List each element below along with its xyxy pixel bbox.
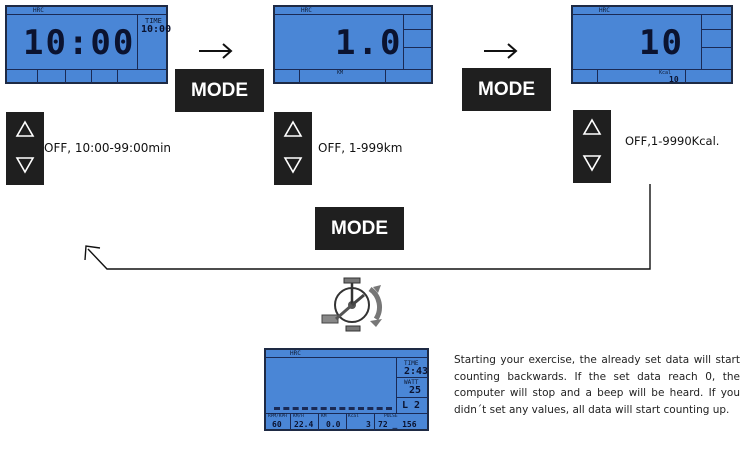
lcd-display-calories [571,5,733,84]
lcd-divider [299,69,300,84]
triangle-down-icon[interactable] [283,156,303,174]
lcd-divider [701,47,733,48]
bottom-value: 72 _ 156 [378,420,417,429]
description-text: Starting your exercise, the already set data will start counting backwards. If the set data reach 0, the computer will stop and a beep will be heard. If you didn´t set any values, all data will start counting up. [454,354,740,416]
lcd-side-label: TIME [145,17,162,25]
return-arrow-icon [80,182,660,274]
lcd-divider [65,69,66,84]
lcd-divider [403,29,433,30]
bottom-label: PULSE [384,414,398,419]
lcd-divider [275,14,431,15]
mode-button[interactable]: MODE [175,69,264,112]
up-down-pad[interactable] [573,110,611,183]
lcd-header: HRC [301,7,312,14]
lcd-display-example [264,348,429,431]
bottom-value: 3 [366,420,371,429]
bottom-value: 0.0 [326,420,341,429]
lcd-header: HRC [599,7,610,14]
triangle-up-icon[interactable] [283,120,303,138]
lcd-divider [37,69,38,84]
lcd-divider [137,14,138,69]
lcd-divider [701,29,733,30]
lcd-divider [346,413,347,431]
bottom-label: KM [321,414,327,419]
lcd-divider [91,69,92,84]
lcd-sub-label: Kcal [659,70,672,76]
mode-button[interactable]: MODE [315,207,404,250]
lcd-divider [403,14,404,69]
bottom-label: Kcal [348,414,359,419]
lcd-side-value: 10:00 [141,24,172,35]
up-down-pad[interactable] [274,112,312,185]
lcd-divider [685,69,686,84]
lcd-main-value: 10:00 [23,23,136,63]
triangle-down-icon[interactable] [15,156,35,174]
lcd-divider [318,413,319,431]
watt-label: WATT [404,379,419,386]
lcd-display-time [5,5,172,84]
time-label: TIME [404,360,419,367]
range-text-distance: OFF, 1-999km [318,141,403,155]
lcd-sub-value: 10 [669,75,679,84]
level-value: L 2 [402,400,421,411]
lcd-main-value: 1.0 [335,23,403,63]
lcd-header: HRC [290,350,301,357]
triangle-down-icon[interactable] [582,154,602,172]
bottom-value: 22.4 [294,420,314,429]
lcd-divider [396,397,429,398]
lcd-main-value: 10 [639,23,684,63]
pedal-crank-icon [318,275,398,335]
bottom-label: KM/H [293,414,304,419]
mode-button[interactable]: MODE [462,68,551,111]
lcd-divider [396,357,397,413]
lcd-divider [117,69,118,84]
lcd-divider [597,69,598,84]
lcd-divider [573,14,731,15]
lcd-header: HRC [33,7,44,14]
range-text-calories: OFF,1-9990Kcal. [625,134,720,148]
bottom-value: 60 [272,420,282,429]
lcd-divider [396,377,429,378]
lcd-divider [374,413,375,431]
lcd-divider [403,47,433,48]
range-text-time: OFF, 10:00-99:00min [44,141,172,155]
lcd-divider [385,69,386,84]
time-value: 2:43 [404,366,429,377]
lcd-divider [701,14,702,69]
right-arrow-icon [198,42,234,60]
lcd-sub-label: KM [337,70,344,76]
lcd-divider [266,357,427,358]
lcd-divider [7,14,166,15]
lcd-display-distance [273,5,433,84]
triangle-up-icon[interactable] [582,118,602,136]
up-down-pad[interactable] [6,112,44,185]
lcd-divider [290,413,291,431]
lcd-divider [7,69,166,70]
triangle-up-icon[interactable] [15,120,35,138]
bottom-label: RPM/KPH [268,414,287,419]
watt-value: 25 [409,385,422,396]
right-arrow-icon [483,42,519,60]
